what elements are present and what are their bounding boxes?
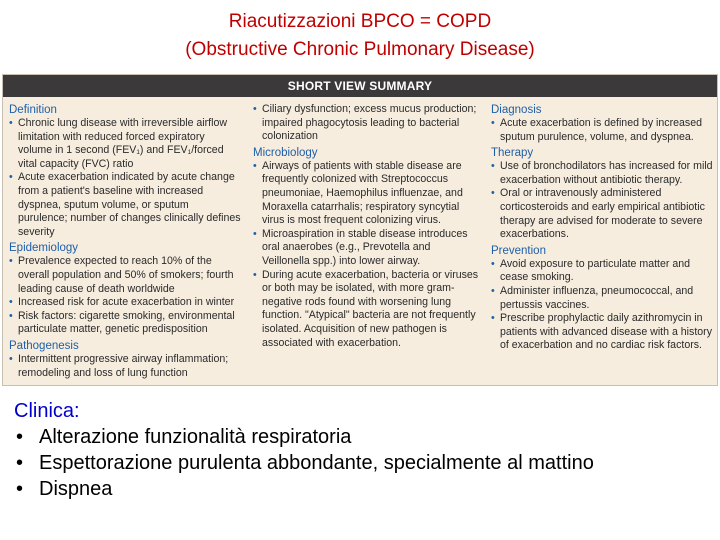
summary-column-left [9,103,241,382]
summary-header: SHORT VIEW SUMMARY [3,75,717,97]
summary-column-right [491,103,713,355]
definition-section [9,103,241,239]
therapy-heading: Therapy [491,147,534,160]
clinica-item: • Alterazione funzionalità respiratoria [14,424,714,450]
slide-title-line1: Riacutizzazioni BPCO = COPD [228,11,492,32]
epidemiology-list [9,255,241,337]
epidemiology-section [9,241,241,337]
pathogenesis-section [9,339,241,380]
microbiology-list [253,160,481,350]
diagnosis-list [491,117,713,144]
clinica-list [14,424,714,502]
clinica-item: • Dispnea [14,476,714,502]
pathogenesis-list [9,353,241,380]
pathogenesis-continued-item: • Ciliary dysfunction; excess mucus production; impaired phagocytosis leading to bacterial colonization [253,103,481,144]
slide-title [0,8,720,64]
therapy-item: • Oral or intravenously administered corticosteroids and early empirical antibiotic therapy are advised for moderate to severe exacerbations. [491,187,713,241]
epidemiology-item: • Increased risk for acute exacerbation in winter [9,296,241,310]
pathogenesis-heading: Pathogenesis [9,339,79,352]
diagnosis-section [491,103,713,144]
prevention-item: • Prescribe prophylactic daily azithromycin in patients with advanced disease with a history of exacerbation and no cardiac risk factors. [491,312,713,353]
short-view-summary-panel [2,74,718,386]
prevention-section [491,244,713,353]
clinica-section [14,398,714,502]
definition-item: • Acute exacerbation indicated by acute change from a patient's baseline with increased dyspnea, sputum volume, or sputum purulence; number of changes clinically defines severity [9,171,241,239]
epidemiology-heading: Epidemiology [9,242,79,255]
prevention-item: • Avoid exposure to particulate matter and cease smoking. [491,258,713,285]
prevention-list [491,258,713,353]
epidemiology-item: • Risk factors: cigarette smoking, environmental particulate matter, genetic predisposition [9,310,241,337]
prevention-item: • Administer influenza, pneumococcal, and pertussis vaccines. [491,285,713,312]
microbiology-section [253,146,481,350]
diagnosis-heading: Diagnosis [491,104,542,116]
therapy-item: • Use of bronchodilators has increased for mild exacerbation without antibiotic therapy. [491,160,713,187]
summary-column-middle [253,103,481,352]
definition-item: • Chronic lung disease with irreversible airflow limitation with reduced forced expiratory volume in 1 second (FEV₁) and FEV₁/forced vital capacity (FVC) ratio [9,117,241,171]
pathogenesis-continued-list [253,103,481,144]
therapy-list [491,160,713,242]
prevention-heading: Prevention [491,244,546,257]
clinica-item: • Espettorazione purulenta abbondante, specialmente al mattino [14,450,714,476]
diagnosis-item: • Acute exacerbation is defined by increased sputum purulence, volume, and dyspnea. [491,117,713,144]
definition-list [9,117,241,239]
therapy-section [491,146,713,242]
microbiology-item: • Microaspiration in stable disease introduces oral anaerobes (e.g., Prevotella and Veillonella spp.) into lower airway. [253,228,481,269]
clinica-heading: Clinica: [14,400,80,422]
definition-heading: Definition [9,104,57,116]
microbiology-item: • Airways of patients with stable disease are frequently colonized with Streptococcus pneumoniae, Haemophilus influenzae, and Moraxella catarrhalis; respiratory syncytial virus is most frequent colonizing virus. [253,160,481,228]
pathogenesis-continued-section [253,103,481,144]
pathogenesis-item: • Intermittent progressive airway inflammation; remodeling and loss of lung function [9,353,241,380]
slide-title-line2: (Obstructive Chronic Pulmonary Disease) [185,39,535,60]
microbiology-item: • During acute exacerbation, bacteria or viruses or both may be isolated, with more gram-negative rods found with worsening lung function. "Atypical" bacteria are not frequently isolated. Acquisition of new pathogen is associated with exacerbation. [253,269,481,351]
epidemiology-item: • Prevalence expected to reach 10% of the overall population and 50% of smokers; fourth leading cause of death worldwide [9,255,241,296]
microbiology-heading: Microbiology [253,146,318,159]
